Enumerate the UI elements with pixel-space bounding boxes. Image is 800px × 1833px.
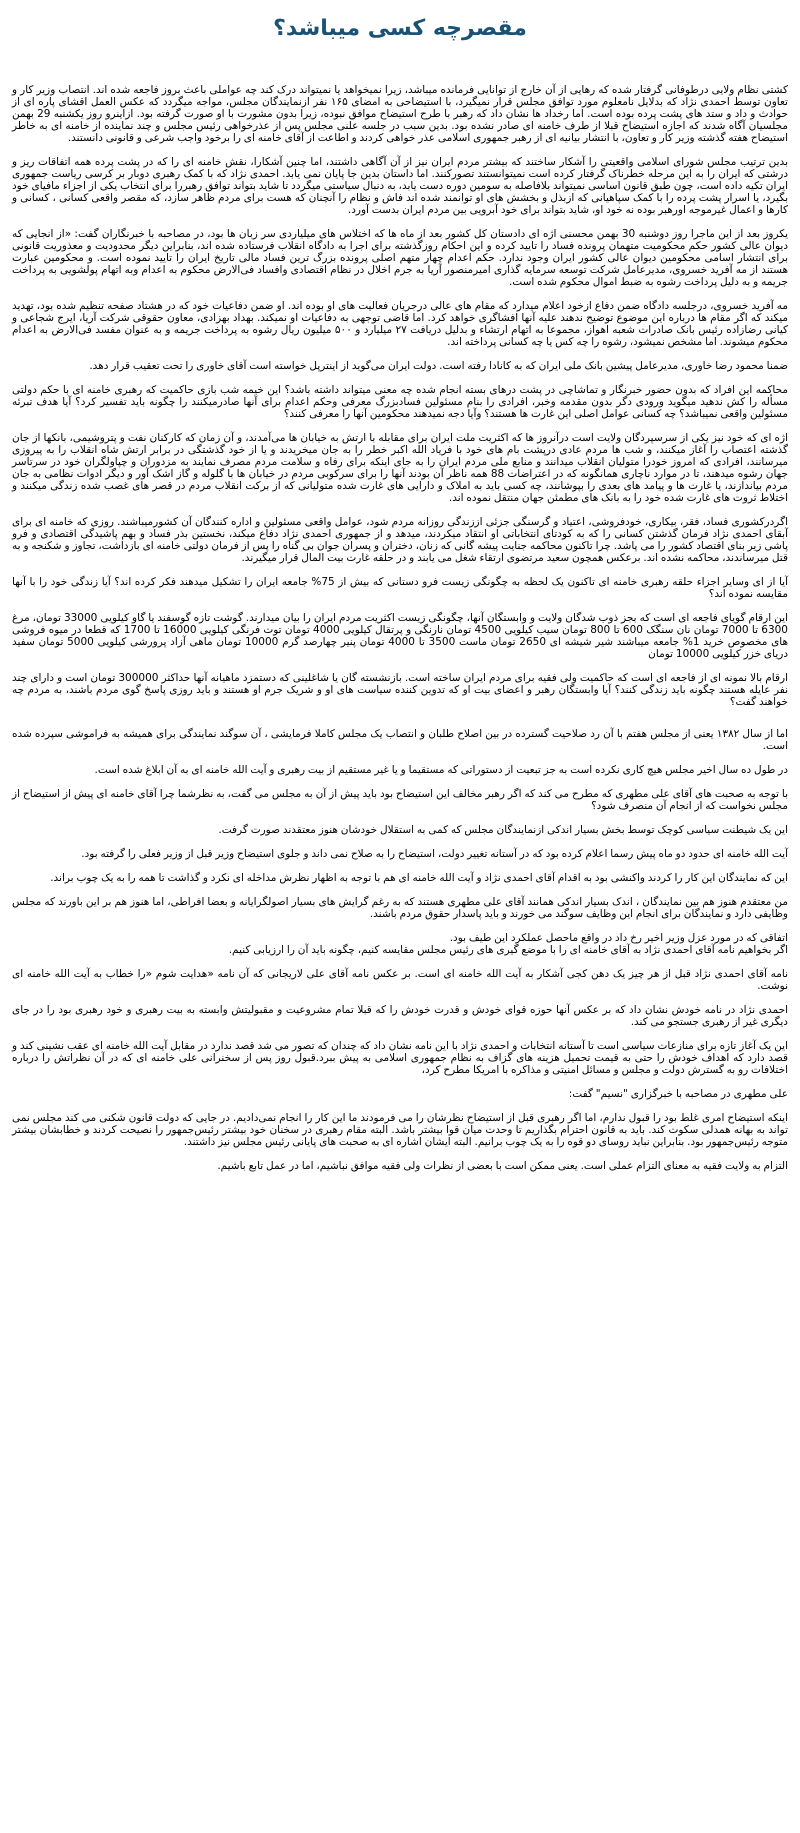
paragraph-17: این که نمایندگان این کار را کردند واکنشی بود به اقدام آقای احمدی نژاد و آیت الله خامنه ای هم با توجه به اظهار نظرش مداخله ای نکرد و گذاشت تا همه را به یک چوب براند. [50,872,788,884]
paragraph-7: اژه ای که خود نیز یکی از سرسپردگان ولایت است درآنروز ها که اکثریت ملت ایران برای مقابله با ارتش به خیابان ها می‌آمدند، و آن زمان که کارکنان نفت و پتروشیمی، بانکها از جان گذشته اعتصاب را آغاز میکنند، و شب ها مردم عادی درپشت بام های خود با فریاد الله اکبر خطر را به جان میخریدند و یا از خود گذشتگی در برابر ارتش شاه انقلاب را به پیروزی میرسانند، افرادی که امروز خودرا متولیان انقلاب میدانند و منابع ملی مردم ایران را به جای اینکه برای رفاه و سلامت مردم مصرف نمایند به مزدوران و چپاولگران خود در سرتاسر جهان رشوه میدهند، تا در موارد ناچاری همانگونه که در اعتراضات 88 همه ناظر آن بودند آنها را برای سرکوبی مردم در خیابان ها با گلوله و گاز اشک آور و دیگر ادوات نظامی به جان مردم بیاندازند، یا غارت ها و پیامد های بعدی را بپوشانند، چه کسی باید به املاک و دارایی های غارت شده متولیانی که از برکت انقلاب مردم در قصر های غصب شده زندگی میکنند و اختلاط ثروت های غارت شده خود را به بانک های مطمئن جهان منتقل نموده اند. [12,432,788,504]
paragraph-23: علی مطهری در مصاحبه با خبرگزاری "نسیم" گفت: [568,1088,788,1100]
paragraph-13: در طول ده سال اخیر مجلس هیچ کاری نکرده است به جز تبعیت از دستوراتی که مستقیما و یا غیر مستقیم از بیت رهبری و آیت الله خامنه ای به آن ابلاغ شده است. [94,764,788,776]
paragraph-6: محاکمه این افراد که بدون حضور خبرنگار و تماشاچی در پشت درهای بسته انجام شده چه معنی میتواند داشته باشد؟ این خیمه شب بازی حاکمیت که رهبری خامنه ای با حکم دولتی مسأله را کش ندهید میگوید ورودی دگر بدون مقدمه وخبر، افرادی را بنام مسئولین فسادبزرگ معرفی وحکم اعدام برای آنها صادرمیکنند را چگونه باید تفسیر کرد؟ آیا هدف تبرئه مسئولین واقعی نمیباشد؟ چه کسانی عوامل اصلی این غارت ها هستند؟ وآیا دجه نمیدهند محکومین آنها را معرفی کنند؟ [12,384,788,420]
paragraph-4: مه آفرید خسروی، درجلسه دادگاه ضمن دفاع ازخود اعلام میدارد که مقام های عالی درجریان فعالیت های او بوده اند. او ضمن دفاعیات خود که در هشتاد صفحه تنظیم شده بود، تهدید میکند که اگر مقام ها درباره این موضوع توضیح ندهند علیه آنها افشاگری خواهد کرد. اما قاضی توجهی به دفاعیات او نمیکند. بهداد بهزادی، معاون حقوقی شرکت آریا، ایرج شجاعی و کیانی رضازاده رئیس بانک صادرات شعبه اهواز، مجموعا به اتهام ارتشاء و بدلیل دریافت ۲۷ میلیارد و ۵۰۰ میلیون ریال رشوه به پرداخت جریمه و به عنوان مفسد فی‌الارض به اعدام محکوم میشوند. اما مشخص نمیشود، رشوه را چه کس یا چه کسانی پرداخته اند. [12,300,788,348]
paragraph-8: اگردرکشوری فساد، فقر، بیکاری، خودفروشی، اعتیاد و گرسنگی جزئی اززندگی روزانه مردم شود، عوامل واقعی مسئولین و اداره کنندگان آن کشورمیباشند. روزی که خامنه ای برای آبقای احمدی نژاد فرمان گذشتن کسانی را که به کودتای انتخاباتی او انتقاد میکردند، میدهد و از جمهوری احمدی نژاد دفاع میکند، نخستین بذر فساد و بهم پاشیدگی اقتصادی و فرو پاشی زیر بنای اقتصاد کشور را می پاشد. چرا تاکنون محاکمه جنایت پیشه گانی که زنان، دختران و پسران جوان بی گناه را پس از فرمان دولتی خامنه ای بازداشت، تجاوز و شکنجه و به قتل میرساندند، محاکمه نشده اند. برعکس همچون سعید مرتضوی ارتقاء شغل می یابند و در حلقه غارت بیت المال قرار میگیرند. [12,516,788,564]
paragraph-5: ضمنا محمود رضا خاوری، مدیرعامل پیشین بانک ملی ایران که به کانادا رفته است. دولت ایران می‌گوید از اینترپل خواسته است آقای خاوری را تحت تعقیب قرار دهد. [89,360,788,372]
paragraph-22: این یک آغاز تازه برای منازعات سیاسی است تا آستانه انتخابات و احمدی نژاد با این نامه نشان داد که چندان که تصور می شد قصد ندارد در مقابل آیت الله خامنه ای عقب نشینی کند و قصد دارد که اهداف خودش را حتی به قیمت تحمیل هزینه های گزاف به نظام جمهوری اسلامی به پیش ببرد.قبول روز پس از سخنرانی علی خامنه ای که در آن نظراتش را درباره اختلافات رو به گسترش دولت و مجلس و مسائل امنیتی و مذاکره با امریکا مطرح کرد، [12,1040,788,1076]
paragraph-19: اتفاقی که در مورد عزل وزیر اخیر رخ داد در واقع ماحصل عملکرد این طیف بود. اگر بخواهیم نامه آقای احمدی نژاد به آقای خامنه ای را با موضع گیری های رئیس مجلس مقایسه کنیم، چگونه باید آن را ارزیابی کنیم. [228,932,788,956]
paragraph-18: من معتقدم هنوز هم بین نمایندگان ، اندک بسیار اندکی همانند آقای علی مطهری هستند که به رغم گرایش های بسیار اصولگرایانه و بعضا افراطی، اما هنوز هم بر این باورند که مجلس وظایفی دارد و نمایندگان برای انجام این وظایف سوگند می خورند و باید پاسدار حقوق مردم باشند. [12,896,788,920]
paragraph-3: یکروز بعد از این ماجرا روز دوشنبه 30 بهمن محسنی اژه ای دادستان کل کشور بعد از ماه ها که اختلاس های میلیاردی سر زبان ها بود، در مصاحبه با خبرنگاران گفت: «از انجایی که دیوان عالی کشور حکم محکومیت متهمان پرونده فساد را تایید کرده و این احکام روزگذشته برای اجرا به دادگاه انقلاب فرستاده شده اند، بنابراین دیگر محدودیت و معذوریت قانونی برای انتشار اسامی محکومین دیوان عالی کشور ایران وجود ندارد. حکم اعدام چهار متهم اصلی پرونده بزرگ ترین فساد مالی تاریخ ایران را تایید نموده است. و محکومین عبارت هستند از مه آفرید خسروی، مدیرعامل شرکت توسعه سرمایه گذاری امیرمنصور آریا به جرم اخلال در نظام اقتصادی وافساد فی‌الارض محکوم به اعدام وبه اتهام پولشویی به پرداخت جریمه و به دلیل پرداخت رشوه به ضبط اموال محکوم شده است. [12,228,788,288]
paragraph-1: کشتی نظام ولایی درطوفانی گرفتار شده که رهایی از آن خارج از توانایی فرمانده میباشد، زیرا نمیخواهد یا نمیتواند درک کند چه عواملی باعث بروز فاجعه شده اند. انتصاب وزیر کار و تعاون توسط احمدی نژاد که بدلایل نامعلوم مورد توافق مجلس قرار نمیگیرد، با استیضاحی به امضای ۱۶۵ نفر ازنمایندگان مجلس، مواجه میگردد که عکس العمل اقشای پاره ای از حوادث و داد و ستد های پشت پرده بوده است. اما رخداد ها نشان داد که رهبر با طرح استیضاح موافق نبوده، زیرا بدون مشورت با او صورت گرفته بود. ازاینرو روز یکشنبه 29 بهمن مجلسیان آگاه شدند که اجازه استیضاح قبلا از طرف خامنه ای صادر نشده بود. بدین سبب در جلسه علنی مجلس پس از عذرخواهی رئیس مجلس و چند نماینده از خامنه ای به خاطر استیضاح هفته گذشته وزیر کار و تعاون، با انتشار بیانیه ای از رهبر جمهوری اسلامی عذر خواهی کردند و اطاعت از آقای خامنه ای را برخود واجب شرعی و قانونی دانستند. [12,84,788,144]
paragraph-16: آیت الله خامنه ای حدود دو ماه پیش رسما اعلام کرده بود که در آستانه تغییر دولت، استیضاح را به صلاح نمی داند و جلوی استیضاح وزیر قبل از وزیر فعلی را گرفته بود. [81,848,788,860]
paragraph-15: این یک شیطنت سیاسی کوچک توسط بخش بسیار اندکی ازنمایندگان مجلس که کمی به استقلال خودشان هنوز معتقدند صورت گرفت. [218,824,788,836]
paragraph-10: این ارقام گویای فاجعه ای است که بجز ذوب شدگان ولایت و وابستگان آنها، چگونگی زیست اکثریت مردم ایران را بیان میدارند. گوشت تازه گوسفند یا گاو کیلویی 33000 تومان، مرغ 6300 تا 7000 تومان نان سنگک 600 تا 800 تومان سیب کیلویی 4500 تومان نارنگی و پرتقال کیلویی 4000 تومان توت فرنگی کیلویی 16000 تا 1700 که قطعا در میوه فروشی های مخصوص خرید 1% جامعه میباشند شیر شیشه ای 2650 تومان ماست 3500 تا 4000 تومان پنیر چهارصد گرم 10000 تومان ماهی آزاد پرورشی کیلویی 5000 تومان سفید دریای خزر کیلویی 10000 تومان [12,612,789,660]
paragraph-20: نامه آقای احمدی نژاد قبل از هر چیز یک دهن کجی آشکار به آیت الله خامنه ای است. بر عکس نامه آقای علی لاریجانی که آن نامه «هدایت شوم «را خطاب به آیت الله خامنه ای نوشت. [12,968,788,992]
paragraph-12: اما از سال ۱۳۸۲ یعنی از مجلس هفتم با آن رد صلاحیت گسترده در بین اصلاح طلبان و انتصاب یک مجلس کاملا فرمایشی ، آن سوگند نمایندگی برای همیشه به فراموشی سپرده شده است. [12,728,788,752]
article-title: مقصرچه کسی میباشد؟ [273,16,527,41]
paragraph-2: بدین ترتیب مجلس شورای اسلامی واقعیتی را آشکار ساختند که بیشتر مردم ایران نیز از آن آگاهی داشتند، اما چنین آشکارا، نقش خامنه ای را که در پشت پرده همه اتفاقات ریز و درشتی که ایران را به این مرحله خطرناک گرفتار کرده است نمیتوانستند تصورکنند. اما داستان بدین جا پایان نمی یابد. احمدی نژاد که با کمک رهبری دوبار بر کرسی ریاست جمهوری ایران تکیه داده است، چون طبق قانون اساسی نمیتواند بلافاصله به سومین دوره دست یابد، به دنبال سیاستی میگردد تا شاید بتواند توافق رهبررا برای انتخاب یکی از اجزاء مافیای خود بگیرد، یا اسرار پشت پرده را با کمک سپاهیانی که ازبذل و بخشش های او توانمند شده اند فاش و نظام را آنچنان که هست برای مردم ظاهر سازد، که مقصر واقعی کسانی ، کسانی و کارها و اعمال غیرموجه اورهبر بوده نه خود او، شاید بتواند برای خود آبرویی بین مردم ایران بدست آورد. [12,156,788,216]
paragraph-9: آیا از ای وسایر اجزاء حلقه رهبری خامنه ای تاکنون یک لحظه به چگونگی زیست فرو دستانی که بیش از 75% جامعه ایران را تشکیل میدهند فکر کرده اند؟ آیا زندگی خود را با آنها مقایسه نموده اند؟ [12,576,788,600]
paragraph-14: با توجه به صحبت های آقای علی مطهری که مطرح می کند که اگر رهبر مخالف این استیضاح بود باید پیش از آن به مجلس می گفت، به نظرشما چرا آقای خامنه ای پیش از استیضاح از مجلس نخواست که از انجام آن منصرف شود؟ [12,788,788,812]
paragraph-24: اینکه استیضاح امری غلط بود را قبول ندارم، اما اگر رهبری قبل از استیضاح نظرشان را می فرمودند ما این کار را انجام نمی‌دادیم. در جایی که دولت قانون شکنی می کند مجلس نمی تواند به بهانه همدلی سکوت کند. باید به قانون احترام بگذاریم تا وحدت میان قوا بیشتر باشد. البته مقام رهبری در سخنان خود بیشتر رئیس‌جمهور را نصیحت کردند و خطابشان بیشتر متوجه رئیس‌جمهور بود. بنابراین نباید روسای دو قوه را به یک چوب برانیم. البته ایشان اشاره ای به صحبت های پایانی رئیس مجلس نیز داشتند. [12,1112,788,1148]
article-body [12,84,788,1172]
paragraph-11: ارقام بالا نمونه ای از فاجعه ای است که حاکمیت ولی فقیه برای مردم ایران ساخته است. بازنشسته گان یا شاغلینی که دستمزد ماهیانه آنها حداکثر 300000 تومان است و دارای چند نفر عایله هستند چگونه باید زندگی کنند؟ آیا وابستگان رهبر و اعضای بیت او که تدوین کننده سیاست های او و شریک جرم او هستند و باید روزی پاسخ گوی مردم باشند، به مردم چه خواهند گفت؟ [12,672,788,708]
paragraph-25: التزام به ولایت فقیه به معنای التزام عملی است. یعنی ممکن است با بعضی از نظرات ولی فقیه موافق نباشیم، اما در عمل تابع باشیم. [217,1160,788,1172]
paragraph-21: احمدی نژاد در نامه خودش نشان داد که بر عکس آنها حوزه قوای خودش و قدرت خودش را که قبلا تمام مشروعیت و مقبولیتش وابسته به بیت رهبری و خود رهبری بود را در جای دیگری غیر از رهبری جستجو می کند. [12,1004,788,1028]
